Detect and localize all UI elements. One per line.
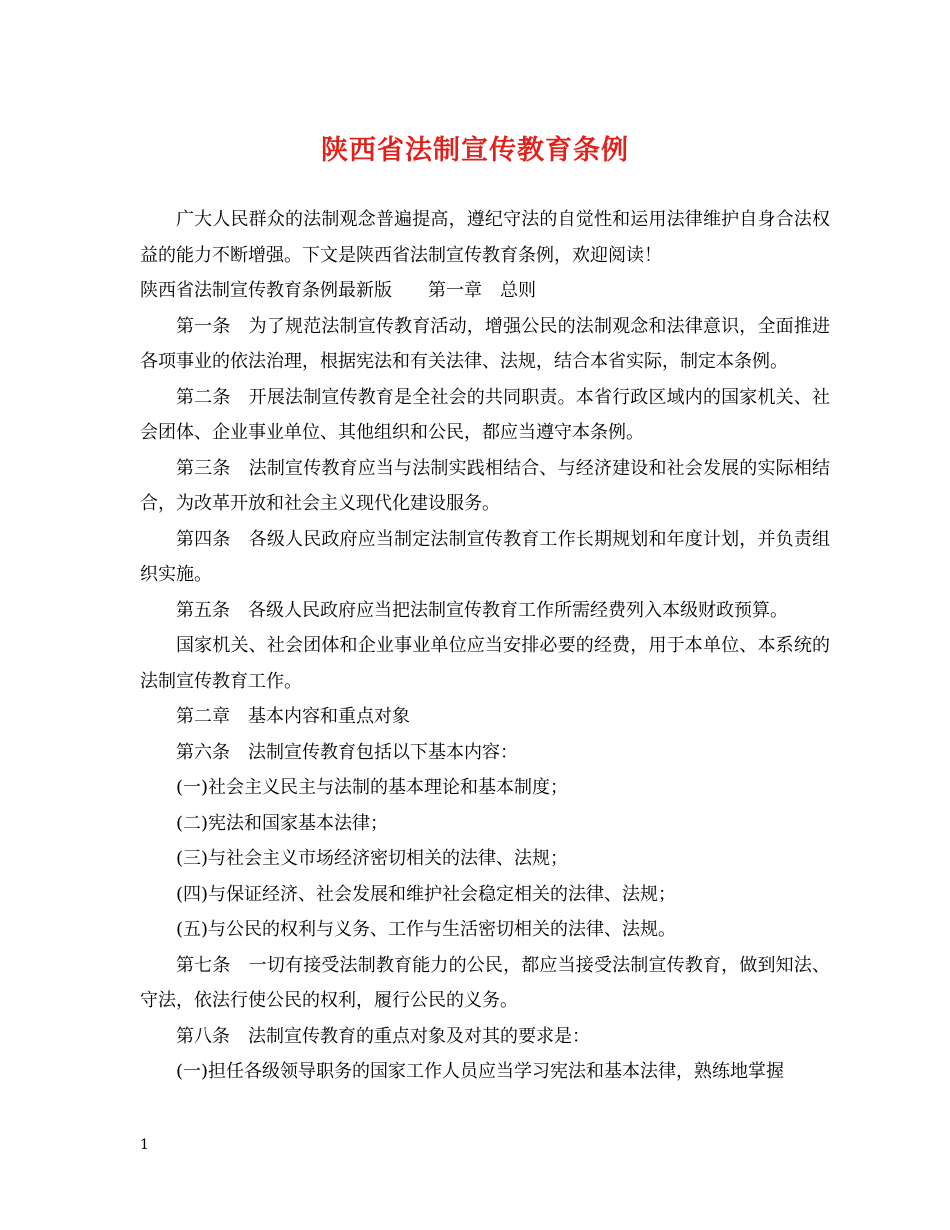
chapter-2-heading: 第二章 基本内容和重点对象 bbox=[176, 706, 410, 727]
article-6-item-4: (四)与保证经济、社会发展和维护社会稳定相关的法律、法规； bbox=[176, 883, 677, 905]
article-8-item-1: (一)担任各级领导职务的国家工作人员应当学习宪法和基本法律，熟练地掌握 bbox=[176, 1061, 785, 1082]
article-6-item-1: (一)社会主义民主与法制的基本理论和基本制度； bbox=[176, 777, 569, 798]
article-4: 第四条 各级人民政府应当制定法制宣传教育工作长期规划和年度计划，并负责组织实施。 bbox=[140, 528, 830, 585]
article-3: 第三条 法制宣传教育应当与法制实践相结合、与经济建设和社会发展的实际相结合，为改革开放和社会主义现代化建设服务。 bbox=[140, 457, 830, 514]
article-5-continued: 国家机关、社会团体和企业事业单位应当安排必要的经费，用于本单位、本系统的法制宣传教育工作。 bbox=[140, 635, 830, 692]
article-7: 第七条 一切有接受法制教育能力的公民，都应当接受法制宣传教育，做到知法、守法，依法行使公民的权利，履行公民的义务。 bbox=[140, 954, 830, 1011]
article-6: 第六条 法制宣传教育包括以下基本内容： bbox=[176, 741, 518, 763]
article-2: 第二条 开展法制宣传教育是全社会的共同职责。本省行政区域内的国家机关、社会团体、企业事业单位、其他组织和公民，都应当遵守本条例。 bbox=[140, 386, 830, 443]
article-5: 第五条 各级人民政府应当把法制宣传教育工作所需经费列入本级财政预算。 bbox=[176, 599, 788, 621]
page-number: 1 bbox=[140, 1137, 149, 1153]
article-6-item-3: (三)与社会主义市场经济密切相关的法律、法规； bbox=[176, 848, 569, 869]
article-1: 第一条 为了规范法制宣传教育活动，增强公民的法制观念和法律意识，全面推进各项事业的依法治理，根据宪法和有关法律、法规，结合本省实际，制定本条例。 bbox=[140, 315, 830, 372]
document-body bbox=[140, 202, 830, 1090]
article-6-item-2: (二)宪法和国家基本法律； bbox=[176, 812, 389, 834]
article-6-item-5: (五)与公民的权利与义务、工作与生活密切相关的法律、法规。 bbox=[176, 919, 677, 940]
chapter-1-heading: 陕西省法制宣传教育条例最新版 第一章 总则 bbox=[140, 280, 536, 301]
article-8: 第八条 法制宣传教育的重点对象及对其的要求是： bbox=[176, 1025, 590, 1047]
intro-paragraph: 广大人民群众的法制观念普遍提高，遵纪守法的自觉性和运用法律维护自身合法权益的能力不断增强。下文是陕西省法制宣传教育条例，欢迎阅读！ bbox=[140, 209, 830, 266]
document-title: 陕西省法制宣传教育条例 bbox=[321, 135, 629, 166]
